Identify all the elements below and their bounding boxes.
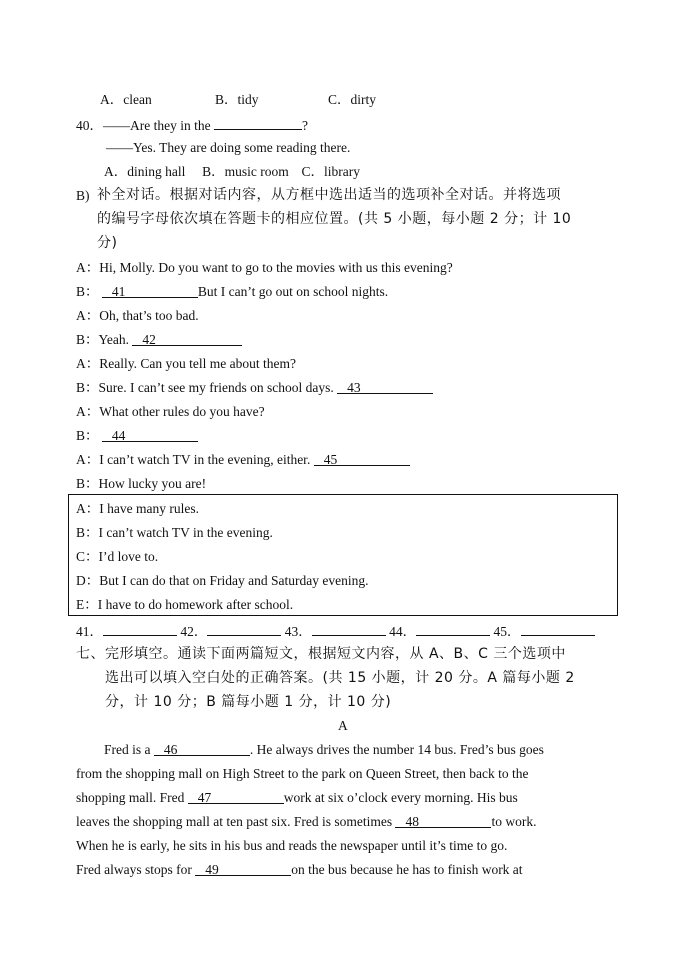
dialogue-text: How lucky you are! xyxy=(98,476,207,491)
dialogue-line xyxy=(76,475,206,493)
speaker: A： xyxy=(76,308,100,323)
passage-line xyxy=(104,741,544,759)
q39-option-a: A．clean xyxy=(100,92,152,107)
speaker: B： xyxy=(76,332,99,347)
section-b-instructions-line1: 补全对话。根据对话内容，从方框中选出适当的选项补全对话。并将选项 xyxy=(97,187,561,203)
q40-number: 40． xyxy=(76,118,103,133)
speaker: B： xyxy=(76,476,99,491)
speaker: B： xyxy=(76,380,99,395)
passage-text: shopping mall. Fred xyxy=(76,790,185,805)
option-text: I have many rules. xyxy=(99,501,199,516)
blank-41: 41 xyxy=(102,283,198,298)
answer-blank-43 xyxy=(312,621,386,636)
answer-number-43: 43． xyxy=(284,624,312,639)
blank-44: 44 xyxy=(102,427,198,442)
option-d xyxy=(76,572,368,590)
option-text: But I can do that on Friday and Saturday evening. xyxy=(99,573,369,588)
passage-text: on the bus because he has to finish work at xyxy=(291,862,523,877)
dialogue-text: Yeah. xyxy=(98,332,130,347)
answer-number-42: 42． xyxy=(180,624,208,639)
blank-46: 46 xyxy=(154,741,250,756)
q40-option-c: C．library xyxy=(301,164,360,179)
passage-text: . He always drives the number 14 bus. Fred’s bus goes xyxy=(249,742,544,757)
dialogue-line xyxy=(76,427,198,445)
speaker: A： xyxy=(76,404,100,419)
blank-43: 43 xyxy=(337,379,433,394)
blank-49: 49 xyxy=(195,861,291,876)
dialogue-text: What other rules do you have? xyxy=(99,404,265,419)
dialogue-text: But I can’t go out on school nights. xyxy=(197,284,389,299)
q40-option-b: B．music room xyxy=(202,164,289,179)
passage-line: When he is early, he sits in his bus and reads the newspaper until it’s time to go. xyxy=(76,838,508,853)
passage-text: Fred is a xyxy=(104,742,151,757)
dialogue-line xyxy=(76,451,410,469)
dialogue-line xyxy=(76,307,199,325)
blank-45: 45 xyxy=(314,451,410,466)
option-e xyxy=(76,596,293,614)
option-text: I have to do homework after school. xyxy=(97,597,294,612)
q40-question xyxy=(76,115,308,135)
q40-blank xyxy=(214,115,302,130)
option-text: I can’t watch TV in the evening. xyxy=(98,525,273,540)
dialogue-line xyxy=(76,379,433,397)
section-7-instructions-line3: 分，计 10 分；B 篇每小题 1 分，计 10 分) xyxy=(105,694,392,710)
answer-blank-42 xyxy=(207,621,281,636)
dialogue-text: Oh, that’s too bad. xyxy=(99,308,199,323)
passage-line: from the shopping mall on High Street to the park on Queen Street, then back to the xyxy=(76,766,529,781)
section-b-label: B) xyxy=(76,188,90,203)
blank-47: 47 xyxy=(188,789,284,804)
q40-question-text: ——Are they in the xyxy=(103,118,211,133)
passage-text: to work. xyxy=(491,814,537,829)
passage-text: work at six o’clock every morning. His bus xyxy=(283,790,518,805)
answer-blank-45 xyxy=(521,621,595,636)
section-b-instructions-line2: 的编号字母依次填在答题卡的相应位置。(共 5 小题，每小题 2 分；计 10 xyxy=(97,211,572,227)
dialogue-line xyxy=(76,403,265,421)
option-key: C： xyxy=(76,549,99,564)
passage-line xyxy=(76,861,523,879)
dialogue-text: Hi, Molly. Do you want to go to the movies with us this evening? xyxy=(99,260,453,275)
dialogue-line xyxy=(76,283,388,301)
speaker: B： xyxy=(76,428,99,443)
q40-answer: ——Yes. They are doing some reading there. xyxy=(106,140,351,155)
answer-number-45: 45． xyxy=(493,624,521,639)
section-7-instructions-line1: 七、完形填空。通读下面两篇短文，根据短文内容，从 A、B、C 三个选项中 xyxy=(76,646,566,662)
option-key: A： xyxy=(76,501,100,516)
section-7-instructions-line2: 选出可以填入空白处的正确答案。(共 15 小题，计 20 分。A 篇每小题 2 xyxy=(105,670,575,686)
option-key: B： xyxy=(76,525,99,540)
dialogue-line xyxy=(76,331,242,349)
section-b-instructions-line3: 分) xyxy=(97,235,118,251)
speaker: A： xyxy=(76,260,100,275)
option-key: D： xyxy=(76,573,100,588)
answer-number-41: 41． xyxy=(76,624,103,639)
option-text: I’d love to. xyxy=(98,549,159,564)
passage-text: Fred always stops for xyxy=(76,862,192,877)
passage-text: leaves the shopping mall at ten past six. Fred is sometimes xyxy=(76,814,393,829)
passage-line xyxy=(76,813,536,831)
speaker: A： xyxy=(76,356,100,371)
passage-line xyxy=(76,789,518,807)
option-a xyxy=(76,500,199,518)
dialogue-line xyxy=(76,355,296,373)
answer-blank-41 xyxy=(103,621,177,636)
answer-blank-44 xyxy=(416,621,490,636)
q40-option-a: A．dining hall xyxy=(104,164,186,179)
dialogue-text: Really. Can you tell me about them? xyxy=(99,356,296,371)
passage-title: A xyxy=(338,718,348,733)
blank-42: 42 xyxy=(132,331,242,346)
q40-question-mark: ? xyxy=(301,118,308,133)
blank-48: 48 xyxy=(395,813,491,828)
answer-number-44: 44． xyxy=(389,624,417,639)
dialogue-text: I can’t watch TV in the evening, either. xyxy=(99,452,311,467)
q39-option-c: C．dirty xyxy=(328,92,377,107)
speaker: B： xyxy=(76,284,99,299)
dialogue-text: Sure. I can’t see my friends on school days. xyxy=(98,380,334,395)
option-c xyxy=(76,548,158,566)
q40-options xyxy=(104,163,360,181)
dialogue-line xyxy=(76,259,453,277)
option-key: E： xyxy=(76,597,98,612)
speaker: A： xyxy=(76,452,100,467)
option-b xyxy=(76,524,273,542)
answer-line xyxy=(76,621,595,641)
q39-option-b: B．tidy xyxy=(215,92,259,107)
